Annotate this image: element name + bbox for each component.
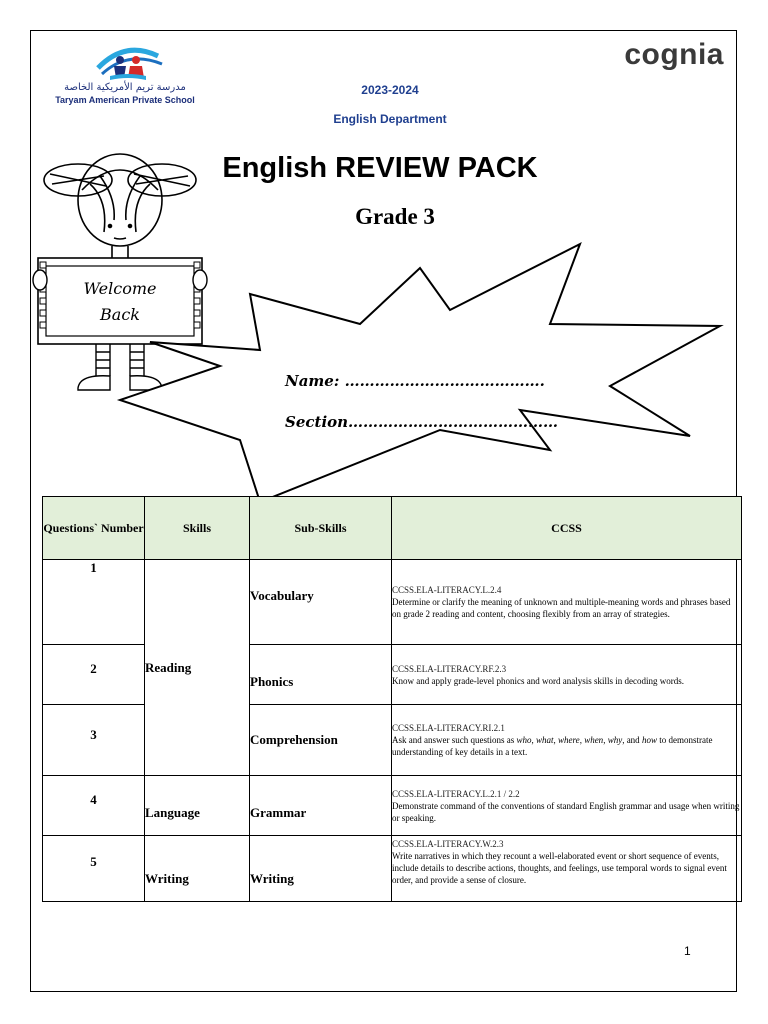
ccss-code: CCSS.ELA-LITERACY.L.2.4 xyxy=(392,585,502,595)
ccss-code: CCSS.ELA-LITERACY.L.2.1 / 2.2 xyxy=(392,788,520,799)
question-number: 5 xyxy=(43,836,145,902)
desc-what: what xyxy=(536,735,554,745)
ccss-cell xyxy=(392,836,742,902)
ccss-cell xyxy=(392,776,742,836)
ccss-cell xyxy=(392,560,742,645)
question-number: 1 xyxy=(43,560,145,645)
ccss-description: Determine or clarify the meaning of unknown and multiple-meaning words and phrases based on grade 2 reading and content, choosing flexibly from an array of strategies. xyxy=(392,597,731,619)
desc-text-end: to demonstrate understanding of key details in a text. xyxy=(392,735,713,757)
desc-when: when xyxy=(584,735,604,745)
page-title: English REVIEW PACK xyxy=(222,152,538,184)
table-row xyxy=(43,776,742,836)
page-number: 1 xyxy=(684,944,691,958)
ccss-description: Demonstrate command of the conventions of standard English grammar and usage when writing or speaking. xyxy=(392,800,740,823)
department: English Department xyxy=(333,112,447,126)
ccss-code: CCSS.ELA-LITERACY.RI.2.1 xyxy=(392,723,505,733)
subskill-cell: Writing xyxy=(250,836,392,902)
ccss-cell xyxy=(392,705,742,776)
school-year: 2023-2024 xyxy=(361,83,419,97)
welcome-line-1: Welcome xyxy=(83,279,157,298)
header-ccss: CCSS xyxy=(392,497,742,560)
grade-label: Grade 3 xyxy=(355,204,435,229)
question-number: 2 xyxy=(43,645,145,705)
section-field[interactable]: Section…………………………………… xyxy=(285,413,559,431)
subskill-cell: Vocabulary xyxy=(250,560,392,645)
ccss-code: CCSS.ELA-LITERACY.W.2.3 xyxy=(392,839,504,849)
skill-cell: Language xyxy=(145,776,250,836)
header-skills: Skills xyxy=(145,497,250,560)
welcome-line-2: Back xyxy=(100,305,140,324)
ccss-description: Know and apply grade-level phonics and word analysis skills in decoding words. xyxy=(392,675,684,686)
name-field[interactable]: Name: …………………………………. xyxy=(285,372,545,390)
desc-and: , and xyxy=(622,735,642,745)
ccss-cell xyxy=(392,645,742,705)
cognia-logo xyxy=(624,38,724,72)
desc-who: who xyxy=(516,735,532,745)
skill-cell: Reading xyxy=(145,560,250,776)
ccss-description: Write narratives in which they recount a well-elaborated event or short sequence of events, include details to describe actions, thoughts, and feelings, use temporal words to signal event order, and provide a sense of closure. xyxy=(392,851,727,885)
subskill-cell: Phonics xyxy=(250,645,392,705)
subskill-cell: Grammar xyxy=(250,776,392,836)
subskill-cell: Comprehension xyxy=(250,705,392,776)
cognia-logo-text: cognia xyxy=(624,38,724,71)
desc-why: why xyxy=(607,735,623,745)
desc-where: where xyxy=(558,735,580,745)
school-name-english: Taryam American Private School xyxy=(55,95,195,105)
question-number: 4 xyxy=(43,776,145,836)
ccss-description: Ask and answer such questions as who, what, where, when, why, and how to demonstrate understanding of key details in a text. xyxy=(392,735,713,757)
desc-how: how xyxy=(641,735,657,745)
table-row xyxy=(43,836,742,902)
ccss-code: CCSS.ELA-LITERACY.RF.2.3 xyxy=(392,663,507,674)
header-questions-number: Questions` Number xyxy=(43,497,145,560)
header-sub-skills: Sub-Skills xyxy=(250,497,392,560)
skill-cell: Writing xyxy=(145,836,250,902)
desc-text: Ask and answer such questions as xyxy=(392,735,517,745)
skills-table xyxy=(42,496,742,902)
table-row xyxy=(43,560,742,645)
table-header-row xyxy=(43,497,742,560)
question-number: 3 xyxy=(43,705,145,776)
school-name-arabic: مدرسة تريم الأمريكية الخاصة xyxy=(64,82,186,93)
